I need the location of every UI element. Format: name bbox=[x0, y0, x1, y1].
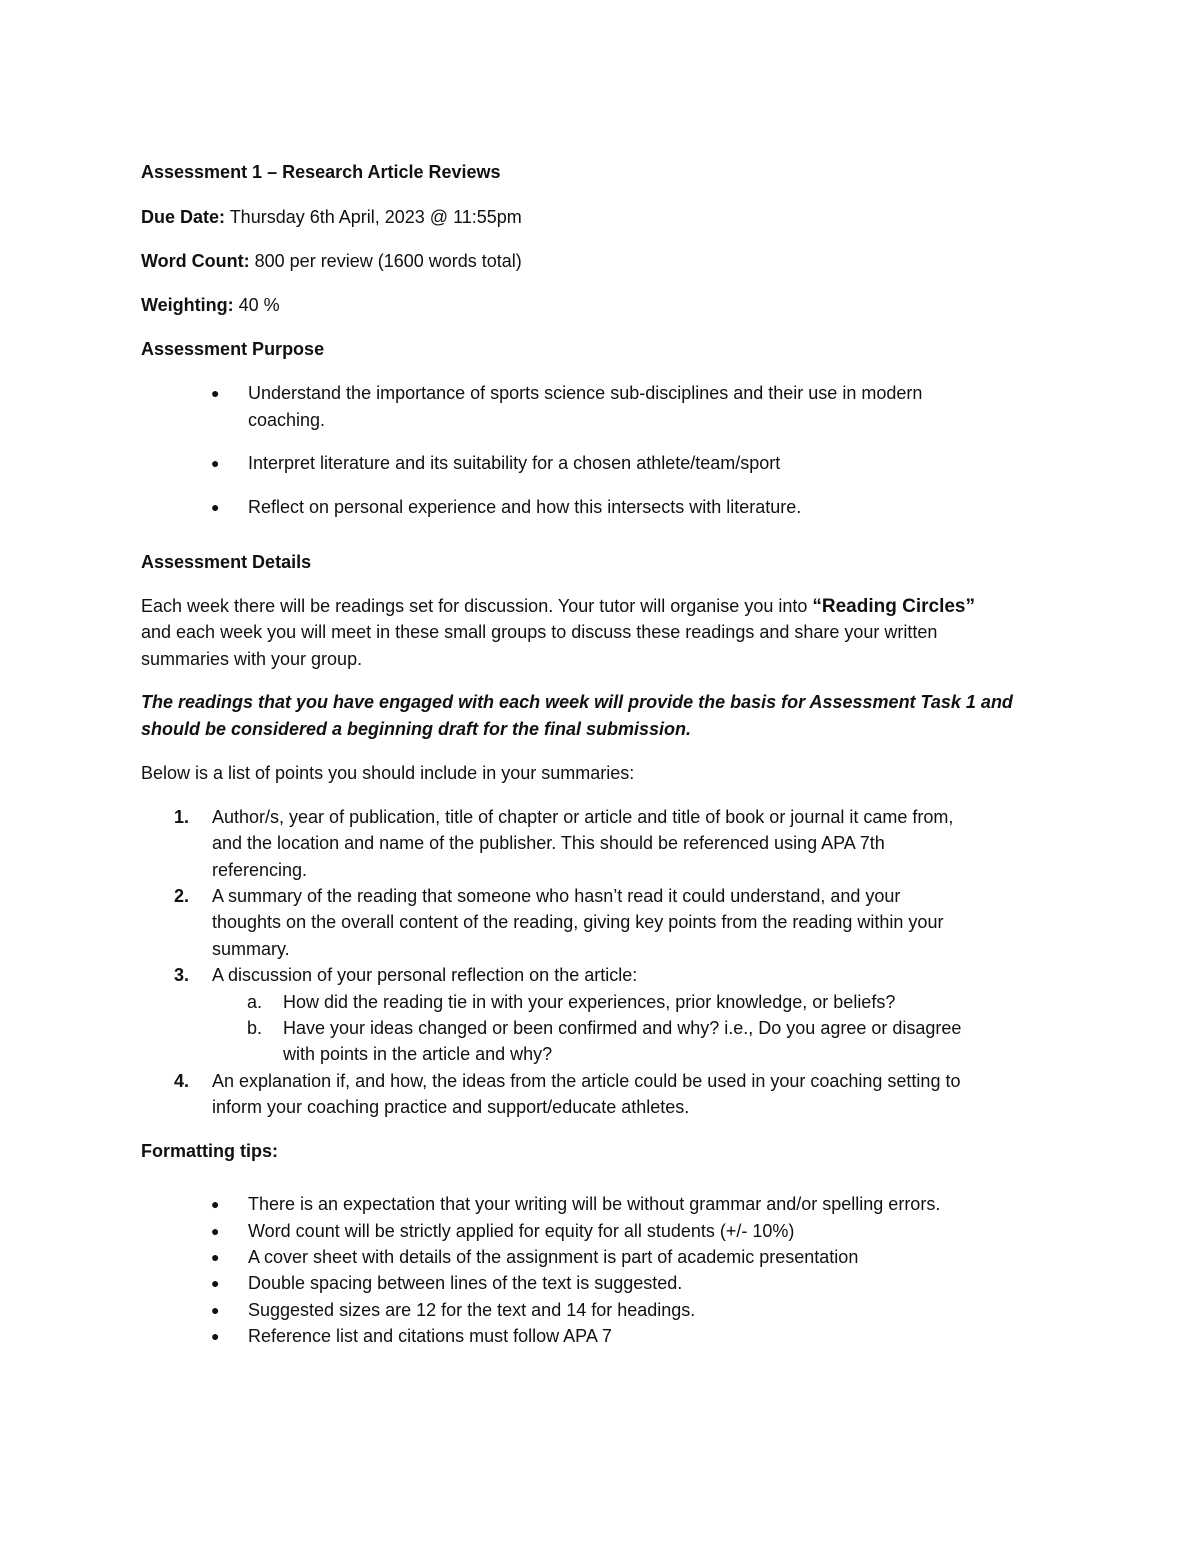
purpose-item-1-line-2: coaching. bbox=[248, 410, 326, 430]
point-4-line-2: inform your coaching practice and support/educate athletes. bbox=[212, 1097, 690, 1117]
bullet-icon: ● bbox=[211, 1328, 220, 1344]
point-number: 3. bbox=[174, 965, 190, 985]
point-1-line-1: Author/s, year of publication, title of chapter or article and title of book or journal it came from, bbox=[212, 807, 954, 827]
word-count-value: 800 per review (1600 words total) bbox=[249, 251, 522, 271]
due-date-label: Due Date: bbox=[141, 207, 226, 227]
formatting-item: Word count will be strictly applied for equity for all students (+/- 10%) bbox=[248, 1221, 795, 1241]
bullet-icon: ● bbox=[211, 455, 220, 471]
formatting-item: There is an expectation that your writing will be without grammar and/or spelling errors. bbox=[248, 1194, 941, 1214]
point-2-line-2: thoughts on the overall content of the reading, giving key points from the reading within your bbox=[212, 912, 944, 932]
weighting-line bbox=[141, 294, 280, 316]
point-number: 4. bbox=[174, 1071, 190, 1091]
details-heading: Assessment Details bbox=[141, 552, 312, 572]
point-4-line-1: An explanation if, and how, the ideas from the article could be used in your coaching setting to bbox=[212, 1071, 961, 1091]
sub-point-letter: b. bbox=[247, 1018, 263, 1038]
purpose-item-2: Interpret literature and its suitability for a chosen athlete/team/sport bbox=[248, 453, 781, 473]
details-para-text: Each week there will be readings set for discussion. Your tutor will organise you into bbox=[141, 596, 813, 616]
point-2-line-1: A summary of the reading that someone who hasn’t read it could understand, and your bbox=[212, 886, 901, 906]
bullet-icon: ● bbox=[211, 1249, 220, 1265]
points-intro: Below is a list of points you should include in your summaries: bbox=[141, 763, 635, 783]
bullet-icon: ● bbox=[211, 1196, 220, 1212]
bullet-icon: ● bbox=[211, 385, 220, 401]
point-number: 2. bbox=[174, 886, 190, 906]
details-para-line-2: and each week you will meet in these small groups to discuss these readings and share your written bbox=[141, 622, 938, 642]
bullet-icon: ● bbox=[211, 1302, 220, 1318]
weighting-value: 40 % bbox=[233, 295, 280, 315]
sub-point-a: How did the reading tie in with your experiences, prior knowledge, or beliefs? bbox=[283, 992, 896, 1012]
formatting-heading: Formatting tips: bbox=[141, 1141, 278, 1161]
point-2-line-3: summary. bbox=[212, 939, 290, 959]
formatting-item: Reference list and citations must follow APA 7 bbox=[248, 1326, 612, 1346]
purpose-heading: Assessment Purpose bbox=[141, 339, 325, 359]
sub-point-b-line-1: Have your ideas changed or been confirmed and why? i.e., Do you agree or disagree bbox=[283, 1018, 962, 1038]
bullet-icon: ● bbox=[211, 1275, 220, 1291]
details-para-line-3: summaries with your group. bbox=[141, 649, 363, 669]
point-1-line-2: and the location and name of the publisher. This should be referenced using APA 7th bbox=[212, 833, 885, 853]
word-count-label: Word Count: bbox=[141, 251, 250, 271]
bullet-icon: ● bbox=[211, 1223, 220, 1239]
formatting-item: A cover sheet with details of the assignment is part of academic presentation bbox=[248, 1247, 859, 1267]
sub-point-letter: a. bbox=[247, 992, 263, 1012]
due-date-line bbox=[141, 206, 522, 228]
point-number: 1. bbox=[174, 807, 190, 827]
reading-circles-term: “Reading Circles” bbox=[812, 596, 975, 617]
emphasis-line-2: should be considered a beginning draft for the final submission. bbox=[141, 719, 692, 739]
emphasis-line-1: The readings that you have engaged with each week will provide the basis for Assessment Task 1 and bbox=[141, 692, 1013, 712]
document-title: Assessment 1 – Research Article Reviews bbox=[141, 162, 501, 182]
formatting-item: Suggested sizes are 12 for the text and 14 for headings. bbox=[248, 1300, 696, 1320]
point-1-line-3: referencing. bbox=[212, 860, 308, 880]
due-date-value: Thursday 6th April, 2023 @ 11:55pm bbox=[225, 207, 522, 227]
purpose-item-3: Reflect on personal experience and how this intersects with literature. bbox=[248, 497, 802, 517]
point-3-line-1: A discussion of your personal reflection on the article: bbox=[212, 965, 638, 985]
bullet-icon: ● bbox=[211, 499, 220, 515]
purpose-item-1-line-1: Understand the importance of sports science sub-disciplines and their use in modern bbox=[248, 383, 923, 403]
weighting-label: Weighting: bbox=[141, 295, 234, 315]
formatting-item: Double spacing between lines of the text is suggested. bbox=[248, 1273, 683, 1293]
details-para-line-1 bbox=[141, 595, 975, 618]
sub-point-b-line-2: with points in the article and why? bbox=[283, 1044, 553, 1064]
word-count-line bbox=[141, 250, 522, 272]
